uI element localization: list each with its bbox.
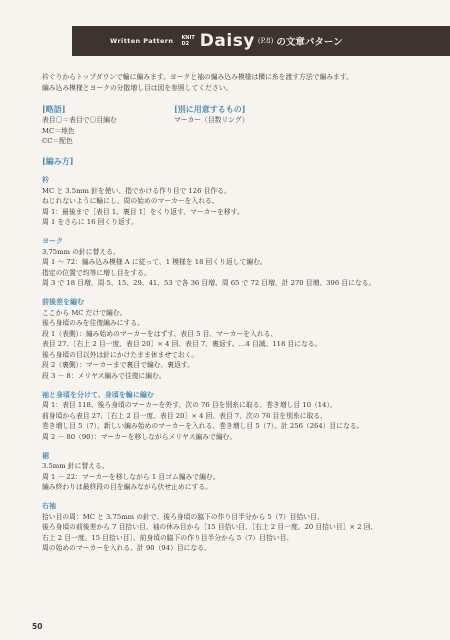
instruction-line: 周 1 をさらに 16 回くり返す。 — [42, 218, 138, 227]
instruction-line: ねじれないように輪にし、周の始めのマーカーを入れる。 — [42, 197, 219, 206]
info-columns — [42, 104, 420, 147]
instruction-line: 3.5mm 針に替える。 — [42, 462, 109, 471]
instruction-line: 段 1（表側）：編み始めのマーカーをはずす、表目 5 目、マーカーを入れる、 — [42, 329, 278, 338]
method-sections — [42, 175, 420, 554]
section-title: 袖と身頃を分けて、身頃を輪に編む — [42, 390, 154, 399]
pattern-content — [42, 72, 420, 554]
page-number: 50 — [32, 622, 43, 631]
extras-heading: [別に用意するもの] — [174, 104, 246, 115]
section-title: 裾 — [42, 451, 49, 460]
instruction-line: 周 1：表目 118、後ろ身頃のマーカーを外す、次の 76 目を別糸に取る、巻き増し目 10（14）、 — [42, 401, 337, 410]
section-title: 衿 — [42, 175, 49, 184]
page-header — [72, 26, 450, 56]
instruction-line: 巻き増し目 5（7）、新しい編み始めのマーカーを入れる、巻き増し目 5（7）。計 256（264）目になる。 — [42, 422, 364, 431]
intro-line: 衿ぐりからトップダウンで輪に編みます。ヨークと袖の編み込み模様は横に糸を渡す方法で編みます。 — [42, 73, 353, 81]
instruction-line: 前身頃から表目 27、［右上 2 目一度、表目 20］× 4 回、表目 7、次の 76 目を別糸に取る、 — [42, 411, 327, 420]
instruction-line: 3.75mm の針に替える。 — [42, 247, 120, 256]
instruction-line: 後ろ身頃の目以外は針にかけたまま休ませておく。 — [42, 350, 199, 359]
instruction-line: 周 3 で 18 目増、周 5、15、29、41、53 で各 36 目増、周 65 で 72 目増、計 270 目増、396 目になる。 — [42, 279, 376, 288]
instruction-line: ここから MC だけで編む。 — [42, 308, 127, 317]
intro-line: 編み込み模様とヨークの分散増し目は図を参照してください。 — [42, 83, 233, 92]
knit-code-label — [181, 35, 194, 48]
instruction-line: 編み終わりは最終段の目を編みながら伏せ止めにする。 — [42, 483, 212, 492]
abbreviations-block — [42, 104, 174, 147]
intro-paragraph — [42, 72, 420, 93]
extras-item: マーカー（目数リング） — [174, 116, 249, 125]
instruction-line: 段 2（裏側）：マーカーまで裏目で編む、裏返す。 — [42, 361, 194, 370]
instruction-line: 後ろ身頃のみを往復編みにする。 — [42, 319, 144, 328]
section-title: 右袖 — [42, 502, 56, 510]
method-heading: [編み方] — [42, 155, 74, 166]
abbreviation-item: MC＝地色 — [42, 126, 75, 135]
instruction-line: 拾い目の周：MC と 3.75mm の針で、後ろ身頃の脇下の作り目半分から 5（7）目拾い目、 — [42, 512, 324, 521]
knit-label: KNIT — [181, 34, 195, 41]
extras-block — [174, 104, 374, 147]
instruction-line: 周 1 ～ 72：編み込み模様 A に従って、1 模様を 18 回くり返して編む。 — [42, 258, 267, 267]
instruction-line: 表目 27、［右上 2 目一度、表目 20］× 4 回、表目 7、裏返す。…4 目減、118 目になる。 — [42, 340, 322, 349]
instruction-line: 周 1：最後まで［表目 1、裏目 1］をくり返す、マーカーを移す。 — [42, 207, 244, 216]
page-reference: (P.8) — [257, 37, 274, 45]
section-title: ヨーク — [42, 236, 63, 245]
instruction-line: 段 3 － 8：メリヤス編みで往復に編む。 — [42, 372, 166, 381]
pattern-subtitle: の文章パターン — [276, 37, 343, 48]
written-pattern-label: Written Pattern — [110, 37, 174, 45]
pattern-title: Daisy — [199, 31, 255, 51]
instruction-line: 周 2 － 80（90）：マーカーを移しながらメリヤス編みで編む。 — [42, 433, 237, 442]
abbreviation-item: CC＝配色 — [42, 137, 73, 146]
section-title: 前後差を編む — [42, 297, 84, 306]
instruction-line: 後ろ身頃の前後差から 7 目拾い目、袖の休み目から［15 目拾い目、［右上 2 目一度、20 目拾い目］× 2 回、 — [42, 523, 378, 532]
abbreviations-heading: [略語] — [42, 104, 66, 115]
instruction-line: MC と 3.5mm 針を使い、指でかける作り目で 126 目作る。 — [42, 186, 231, 195]
instruction-line: 周の始めのマーカーを入れる。計 90（94）目になる。 — [42, 544, 211, 553]
instruction-line: 右上 2 目一度、15 目拾い目］、前身頃の脇下の作り目半分から 5（7）目拾い目、 — [42, 533, 294, 542]
abbreviation-item: 表目〇＝表目で〇目編む — [42, 116, 117, 125]
instruction-line: 周 1 － 22：マーカーを移しながら 1 目ゴム編みで編む。 — [42, 472, 220, 481]
instruction-line: 指定の位置で均等に増し目をする。 — [42, 268, 151, 277]
knit-code: D2 — [181, 41, 190, 47]
